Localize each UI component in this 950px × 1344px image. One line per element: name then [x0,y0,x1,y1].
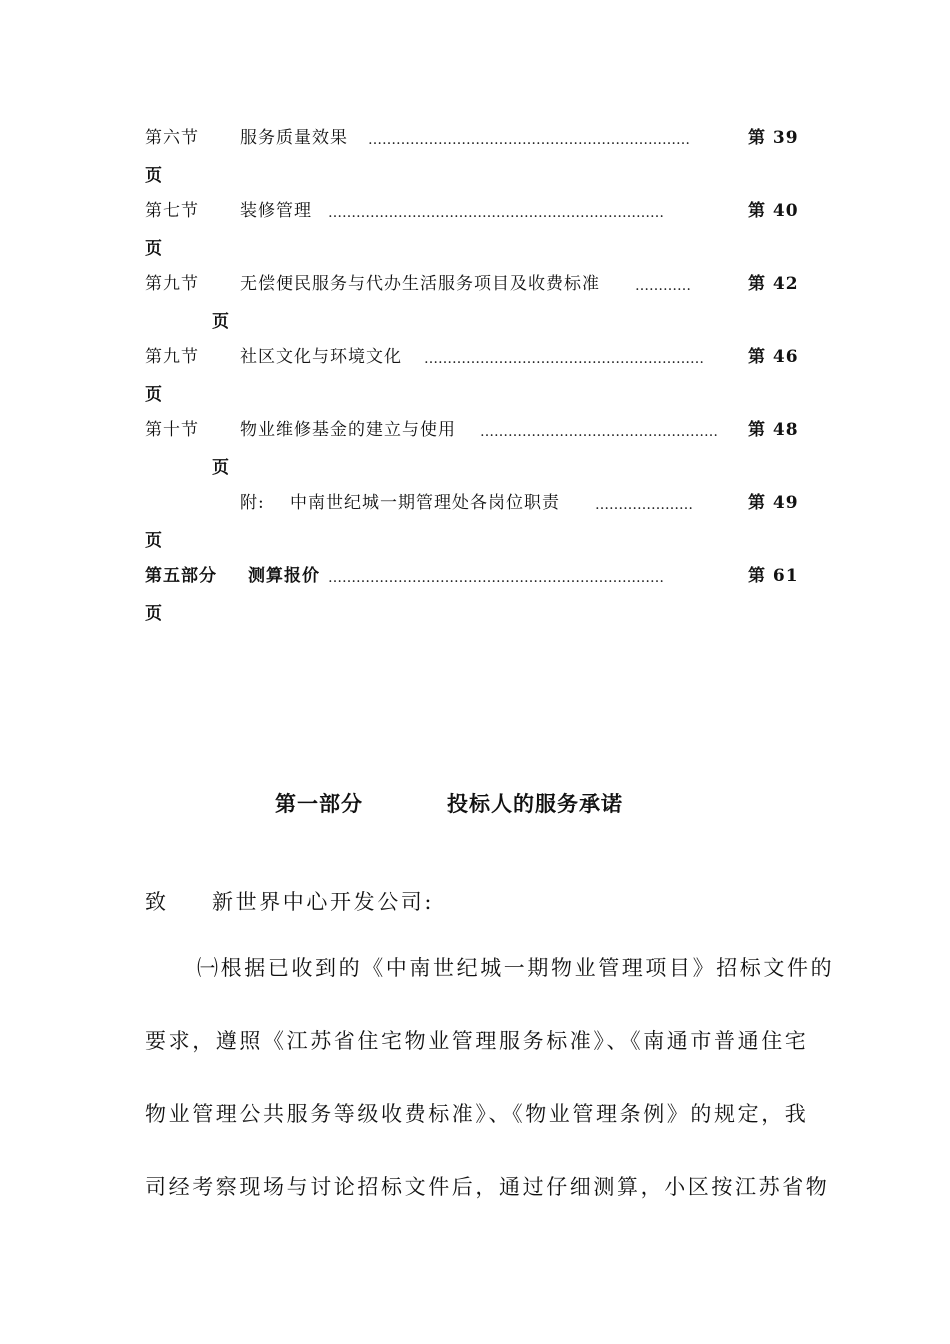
toc-section: 第九节 [145,347,199,367]
toc-page-suffix: 页 [212,458,230,478]
body-line: ㈠根据已收到的《中南世纪城一期物业管理项目》招标文件的 [197,956,835,980]
toc-title: 装修管理 [240,201,312,221]
toc-title: 社区文化与环境文化 [240,347,402,367]
toc-page-number: 第 48 [748,420,799,440]
toc-leader-dots: …………………………………………………………… [368,132,690,148]
toc-page-number: 第 61 [748,566,799,586]
part-title: 投标人的服务承诺 [447,791,623,816]
toc-section: 第七节 [145,201,199,221]
toc-leader-dots: ………… [635,278,691,294]
toc-title: 物业维修基金的建立与使用 [240,420,456,440]
part-label: 第一部分 [275,791,363,816]
toc-title: 无偿便民服务与代办生活服务项目及收费标准 [240,274,600,294]
toc-leader-dots: ……………………………………………………………… [328,570,664,586]
toc-page-number: 第 49 [748,493,799,513]
toc-title: 测算报价 [248,566,320,586]
toc-leader-dots: …………………………………………… [480,424,718,440]
toc-title: 服务质量效果 [240,128,348,148]
toc-page-suffix: 页 [145,166,163,186]
toc-page-suffix: 页 [212,312,230,332]
toc-section: 第六节 [145,128,199,148]
toc-page-number: 第 39 [748,128,799,148]
salutation-recipient: 新世界中心开发公司: [212,890,435,914]
toc-leader-dots: ………………… [595,497,693,513]
toc-leader-dots: ……………………………………………………………… [328,205,664,221]
salutation-to: 致 [145,890,169,914]
toc-part-label: 第五部分 [145,566,217,586]
toc-section: 第九节 [145,274,199,294]
toc-appendix-label: 附: [240,493,265,513]
toc-page-suffix: 页 [145,604,163,624]
toc-page-number: 第 40 [748,201,799,221]
toc-page-suffix: 页 [145,239,163,259]
toc-page-number: 第 42 [748,274,799,294]
body-line: 要求，遵照《江苏省住宅物业管理服务标准》、《南通市普通住宅 [145,1029,809,1053]
body-line: 物业管理公共服务等级收费标准》、《物业管理条例》的规定，我 [145,1102,809,1126]
body-line: 司经考察现场与讨论招标文件后，通过仔细测算，小区按江苏省物 [145,1175,830,1199]
toc-leader-dots: …………………………………………………… [424,351,704,367]
toc-page-suffix: 页 [145,385,163,405]
toc-page-suffix: 页 [145,531,163,551]
toc-page-number: 第 46 [748,347,799,367]
toc-section: 第十节 [145,420,199,440]
toc-title: 中南世纪城一期管理处各岗位职责 [290,493,560,513]
